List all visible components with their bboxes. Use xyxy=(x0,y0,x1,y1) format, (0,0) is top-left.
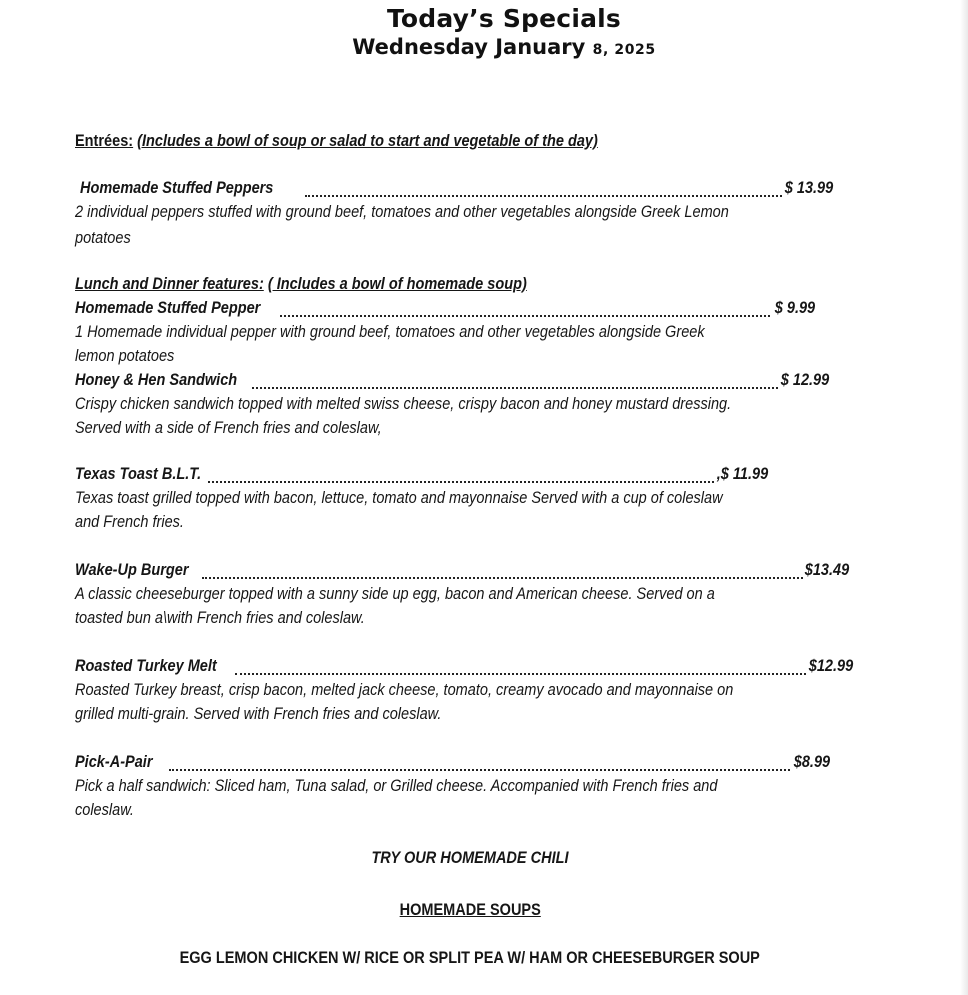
menu-item-description: Served with a side of French fries and coleslaw, xyxy=(75,419,382,437)
entrees-heading-label: Entrées: xyxy=(75,132,134,150)
page-edge-shadow xyxy=(960,0,968,995)
entrees-heading-note: (Includes a bowl of soup or salad to start and vegetable of the day) xyxy=(137,132,598,150)
menu-item-description: toasted bun a\with French fries and coleslaw. xyxy=(75,609,365,627)
soups-heading xyxy=(0,901,940,920)
menu-item-price: $ 13.99 xyxy=(783,176,833,200)
menu-item-price: ,$ 11.99 xyxy=(715,462,768,486)
chili-callout xyxy=(0,849,940,868)
menu-item-description: 1 Homemade individual pepper with ground beef, tomatoes and other vegetables alongside Greek xyxy=(75,323,705,341)
menu-item-title xyxy=(80,176,842,200)
menu-item-name: Pick-A-Pair xyxy=(75,750,154,774)
menu-item-price: $12.99 xyxy=(807,654,853,678)
menu-item-description: Pick a half sandwich: Sliced ham, Tuna salad, or Grilled cheese. Accompanied with French fries and xyxy=(75,777,718,795)
entrees-heading xyxy=(75,129,598,153)
menu-item-description: 2 individual peppers stuffed with ground beef, tomatoes and other vegetables alongside Greek Lemon xyxy=(75,203,729,221)
features-heading-label: Lunch and Dinner features: xyxy=(75,275,264,293)
leader-dots xyxy=(208,479,718,483)
leader-dots xyxy=(202,575,807,579)
menu-item-name: Roasted Turkey Melt xyxy=(75,654,219,678)
menu-item-title xyxy=(75,462,785,486)
chili-callout-text: TRY OUR HOMEMADE CHILI xyxy=(371,849,569,867)
menu-item-description: potatoes xyxy=(75,229,131,247)
menu-item-name: Wake-Up Burger xyxy=(75,558,190,582)
page-date xyxy=(0,35,968,59)
menu-item-name: Texas Toast B.L.T. xyxy=(75,462,203,486)
menu-item-description: lemon potatoes xyxy=(75,347,175,365)
menu-item-name: Homemade Stuffed Peppers xyxy=(80,176,275,200)
page-title: Today’s Specials xyxy=(386,4,622,33)
menu-item-description: grilled multi-grain. Served with French fries and coleslaw. xyxy=(75,705,442,723)
menu-item-title xyxy=(75,368,840,392)
features-heading-note: ( Includes a bowl of homemade soup) xyxy=(267,275,527,293)
menu-item-title xyxy=(75,558,858,582)
leader-dots xyxy=(235,671,810,675)
menu-item-price: $ 9.99 xyxy=(773,296,815,320)
menu-item-description: and French fries. xyxy=(75,513,184,531)
features-heading xyxy=(75,272,527,296)
menu-item-description: coleslaw. xyxy=(75,801,134,819)
menu-item-title xyxy=(75,654,862,678)
menu-item-price: $13.49 xyxy=(803,558,849,582)
menu-item-description: A classic cheeseburger topped with a sunny side up egg, bacon and American cheese. Served on a xyxy=(75,585,715,603)
menu-item-description: Roasted Turkey breast, crisp bacon, melted jack cheese, tomato, creamy avocado and mayonnaise on xyxy=(75,681,734,699)
menu-item-name: Honey & Hen Sandwich xyxy=(75,368,239,392)
soups-heading-text: HOMEMADE SOUPS xyxy=(399,901,541,919)
soups-list-text: EGG LEMON CHICKEN W/ RICE OR SPLIT PEA W/ HAM OR CHEESEBURGER SOUP xyxy=(179,949,761,967)
menu-item-description: Crispy chicken sandwich topped with melted swiss cheese, crispy bacon and honey mustard dressing. xyxy=(75,395,732,413)
soups-list xyxy=(0,949,940,968)
menu-item-description: Texas toast grilled topped with bacon, lettuce, tomato and mayonnaise Served with a cup of coleslaw xyxy=(75,489,723,507)
menu-item-name: Homemade Stuffed Pepper xyxy=(75,296,262,320)
date-text: Wednesday January xyxy=(352,35,586,59)
leader-dots xyxy=(252,385,782,389)
leader-dots xyxy=(280,313,770,317)
leader-dots xyxy=(305,193,785,197)
menu-item-title xyxy=(75,750,840,774)
menu-item-price: $ 12.99 xyxy=(779,368,829,392)
menu-item-title xyxy=(75,296,827,320)
date-number: 8, 2025 xyxy=(592,42,656,58)
leader-dots xyxy=(169,767,794,771)
menu-item-price: $8.99 xyxy=(792,750,830,774)
